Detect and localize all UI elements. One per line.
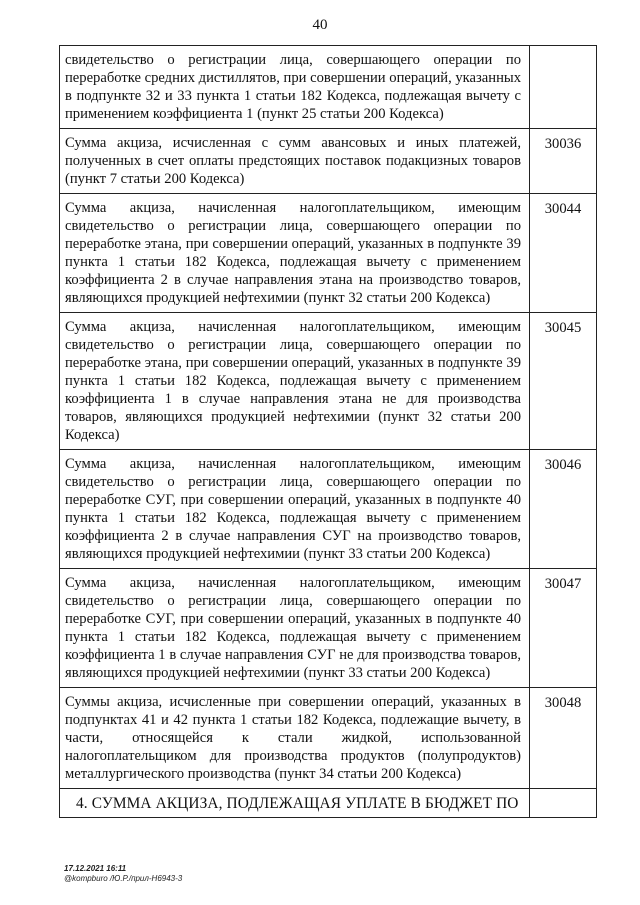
table-row xyxy=(60,688,597,789)
section-heading: 4. СУММА АКЦИЗА, ПОДЛЕЖАЩАЯ УПЛАТЕ В БЮДЖЕТ ПО xyxy=(60,789,530,818)
row-code: 30047 xyxy=(530,569,597,688)
section-heading-row xyxy=(60,789,597,818)
row-description: Сумма акциза, исчисленная с сумм авансовых и иных платежей, полученных в счет оплаты предстоящих поставок подакцизных товаров (пункт 7 статьи 200 Кодекса) xyxy=(60,129,530,194)
table-row xyxy=(60,569,597,688)
row-description: свидетельство о регистрации лица, совершающего операции по переработке средних дистиллятов, при совершении операций, указанных в подпункте 32 и 33 пункта 1 статьи 182 Кодекса, подлежащая вычету с применением коэффициента 1 (пункт 25 статьи 200 Кодекса) xyxy=(60,46,530,129)
section-code xyxy=(530,789,597,818)
document-footer xyxy=(64,864,182,884)
footer-source: @kompburo /Ю.Р./прил-Н6943-3 xyxy=(64,874,183,883)
table-row xyxy=(60,313,597,450)
row-description: Суммы акциза, исчисленные при совершении операций, указанных в подпунктах 41 и 42 пункта 1 статьи 182 Кодекса, подлежащие вычету, в части, относящейся к стали жидкой, использованной налогоплательщиком для производства продуктов (полупродуктов) металлургического производства (пункт 34 статьи 200 Кодекса) xyxy=(60,688,530,789)
row-description: Сумма акциза, начисленная налогоплательщиком, имеющим свидетельство о регистрации лица, совершающего операции по переработке СУГ, при совершении операций, указанных в подпункте 40 пункта 1 статьи 182 Кодекса, подлежащая вычету с применением коэффициента 1 в случае направления СУГ не для производства товаров, являющихся продукцией нефтехимии (пункт 33 статьи 200 Кодекса) xyxy=(60,569,530,688)
table-row xyxy=(60,46,597,129)
excise-table xyxy=(59,45,597,818)
row-code: 30046 xyxy=(530,450,597,569)
row-code: 30048 xyxy=(530,688,597,789)
table-row xyxy=(60,194,597,313)
row-code: 30036 xyxy=(530,129,597,194)
row-code: 30044 xyxy=(530,194,597,313)
row-description: Сумма акциза, начисленная налогоплательщиком, имеющим свидетельство о регистрации лица, совершающего операции по переработке СУГ, при совершении операций, указанных в подпункте 40 пункта 1 статьи 182 Кодекса, подлежащая вычету с применением коэффициента 2 в случае направления СУГ на производство товаров, являющихся продукцией нефтехимии (пункт 33 статьи 200 Кодекса) xyxy=(60,450,530,569)
row-description: Сумма акциза, начисленная налогоплательщиком, имеющим свидетельство о регистрации лица, совершающего операции по переработке этана, при совершении операций, указанных в подпункте 39 пункта 1 статьи 182 Кодекса, подлежащая вычету с применением коэффициента 2 в случае направления этана на производство товаров, являющихся продукцией нефтехимии (пункт 32 статьи 200 Кодекса) xyxy=(60,194,530,313)
row-code xyxy=(530,46,597,129)
table-row xyxy=(60,450,597,569)
row-code: 30045 xyxy=(530,313,597,450)
footer-timestamp: 17.12.2021 16:11 xyxy=(64,864,127,873)
page-number: 40 xyxy=(312,17,328,33)
row-description: Сумма акциза, начисленная налогоплательщиком, имеющим свидетельство о регистрации лица, совершающего операции по переработке этана, при совершении операций, указанных в подпункте 39 пункта 1 статьи 182 Кодекса, подлежащая вычету с применением коэффициента 1 в случае направления этана не для производства товаров, являющихся продукцией нефтехимии (пункт 32 статьи 200 Кодекса) xyxy=(60,313,530,450)
table-row xyxy=(60,129,597,194)
